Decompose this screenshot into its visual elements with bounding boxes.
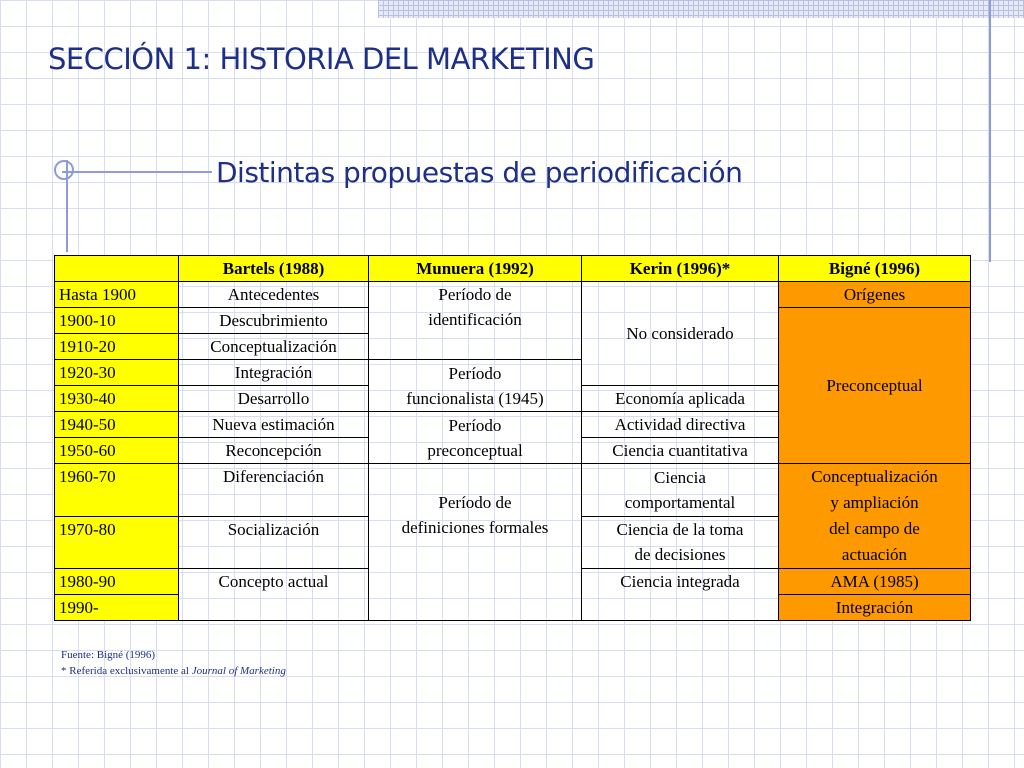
kerin-cell: No considerado (582, 282, 779, 386)
bartels-cell: Diferenciación (179, 464, 369, 517)
bartels-cell: Integración (179, 360, 369, 386)
table-row (55, 282, 971, 308)
period-cell: 1960-70 (55, 464, 179, 517)
bartels-cell: Antecedentes (179, 282, 369, 308)
kerin-cell: Ciencia de la toma de decisiones (582, 516, 779, 569)
munuera-cell: Período de definiciones formales (369, 464, 582, 621)
header-period (55, 256, 179, 282)
bartels-cell: Conceptualización (179, 334, 369, 360)
periodization-table (54, 255, 971, 621)
period-cell: 1940-50 (55, 412, 179, 438)
table-row (55, 464, 971, 517)
bigne-cell: Integración (779, 595, 971, 621)
bartels-cell: Reconcepción (179, 438, 369, 464)
decorative-horizontal-line (62, 171, 212, 173)
footnotes (61, 647, 286, 679)
period-cell: 1980-90 (55, 569, 179, 595)
decorative-circle (54, 160, 74, 180)
period-cell: 1950-60 (55, 438, 179, 464)
bigne-cell: Conceptualización y ampliación del campo de actuación (779, 464, 971, 569)
slide-title: SECCIÓN 1: HISTORIA DEL MARKETING (48, 42, 595, 76)
period-cell: 1970-80 (55, 516, 179, 569)
kerin-cell: Ciencia integrada (582, 569, 779, 621)
kerin-cell: Economía aplicada (582, 386, 779, 412)
period-cell: 1990- (55, 595, 179, 621)
bigne-cell: Orígenes (779, 282, 971, 308)
header-kerin: Kerin (1996)* (582, 256, 779, 282)
munuera-cell: Período funcionalista (1945) (369, 360, 582, 412)
period-cell: 1900-10 (55, 308, 179, 334)
period-cell: 1920-30 (55, 360, 179, 386)
kerin-cell: Actividad directiva (582, 412, 779, 438)
table-header-row (55, 256, 971, 282)
kerin-cell: Ciencia cuantitativa (582, 438, 779, 464)
period-cell: Hasta 1900 (55, 282, 179, 308)
header-munuera: Munuera (1992) (369, 256, 582, 282)
period-cell: 1910-20 (55, 334, 179, 360)
period-cell: 1930-40 (55, 386, 179, 412)
decorative-vertical-line (989, 0, 991, 262)
source-note: Fuente: Bigné (1996) (61, 649, 156, 661)
bartels-cell: Nueva estimación (179, 412, 369, 438)
journal-footnote: * Referida exclusivamente al Journal of Marketing (61, 665, 286, 677)
bigne-cell: AMA (1985) (779, 569, 971, 595)
bartels-cell: Desarrollo (179, 386, 369, 412)
bartels-cell: Descubrimiento (179, 308, 369, 334)
slide-subtitle: Distintas propuestas de periodificación (216, 156, 743, 189)
header-bartels: Bartels (1988) (179, 256, 369, 282)
munuera-cell: Período de identificación (369, 282, 582, 360)
bigne-cell: Preconceptual (779, 308, 971, 464)
munuera-cell: Período preconceptual (369, 412, 582, 464)
top-decorative-band (378, 0, 1024, 18)
bartels-cell: Socialización (179, 516, 369, 569)
header-bigne: Bigné (1996) (779, 256, 971, 282)
bartels-cell: Concepto actual (179, 569, 369, 621)
kerin-cell: Ciencia comportamental (582, 464, 779, 517)
